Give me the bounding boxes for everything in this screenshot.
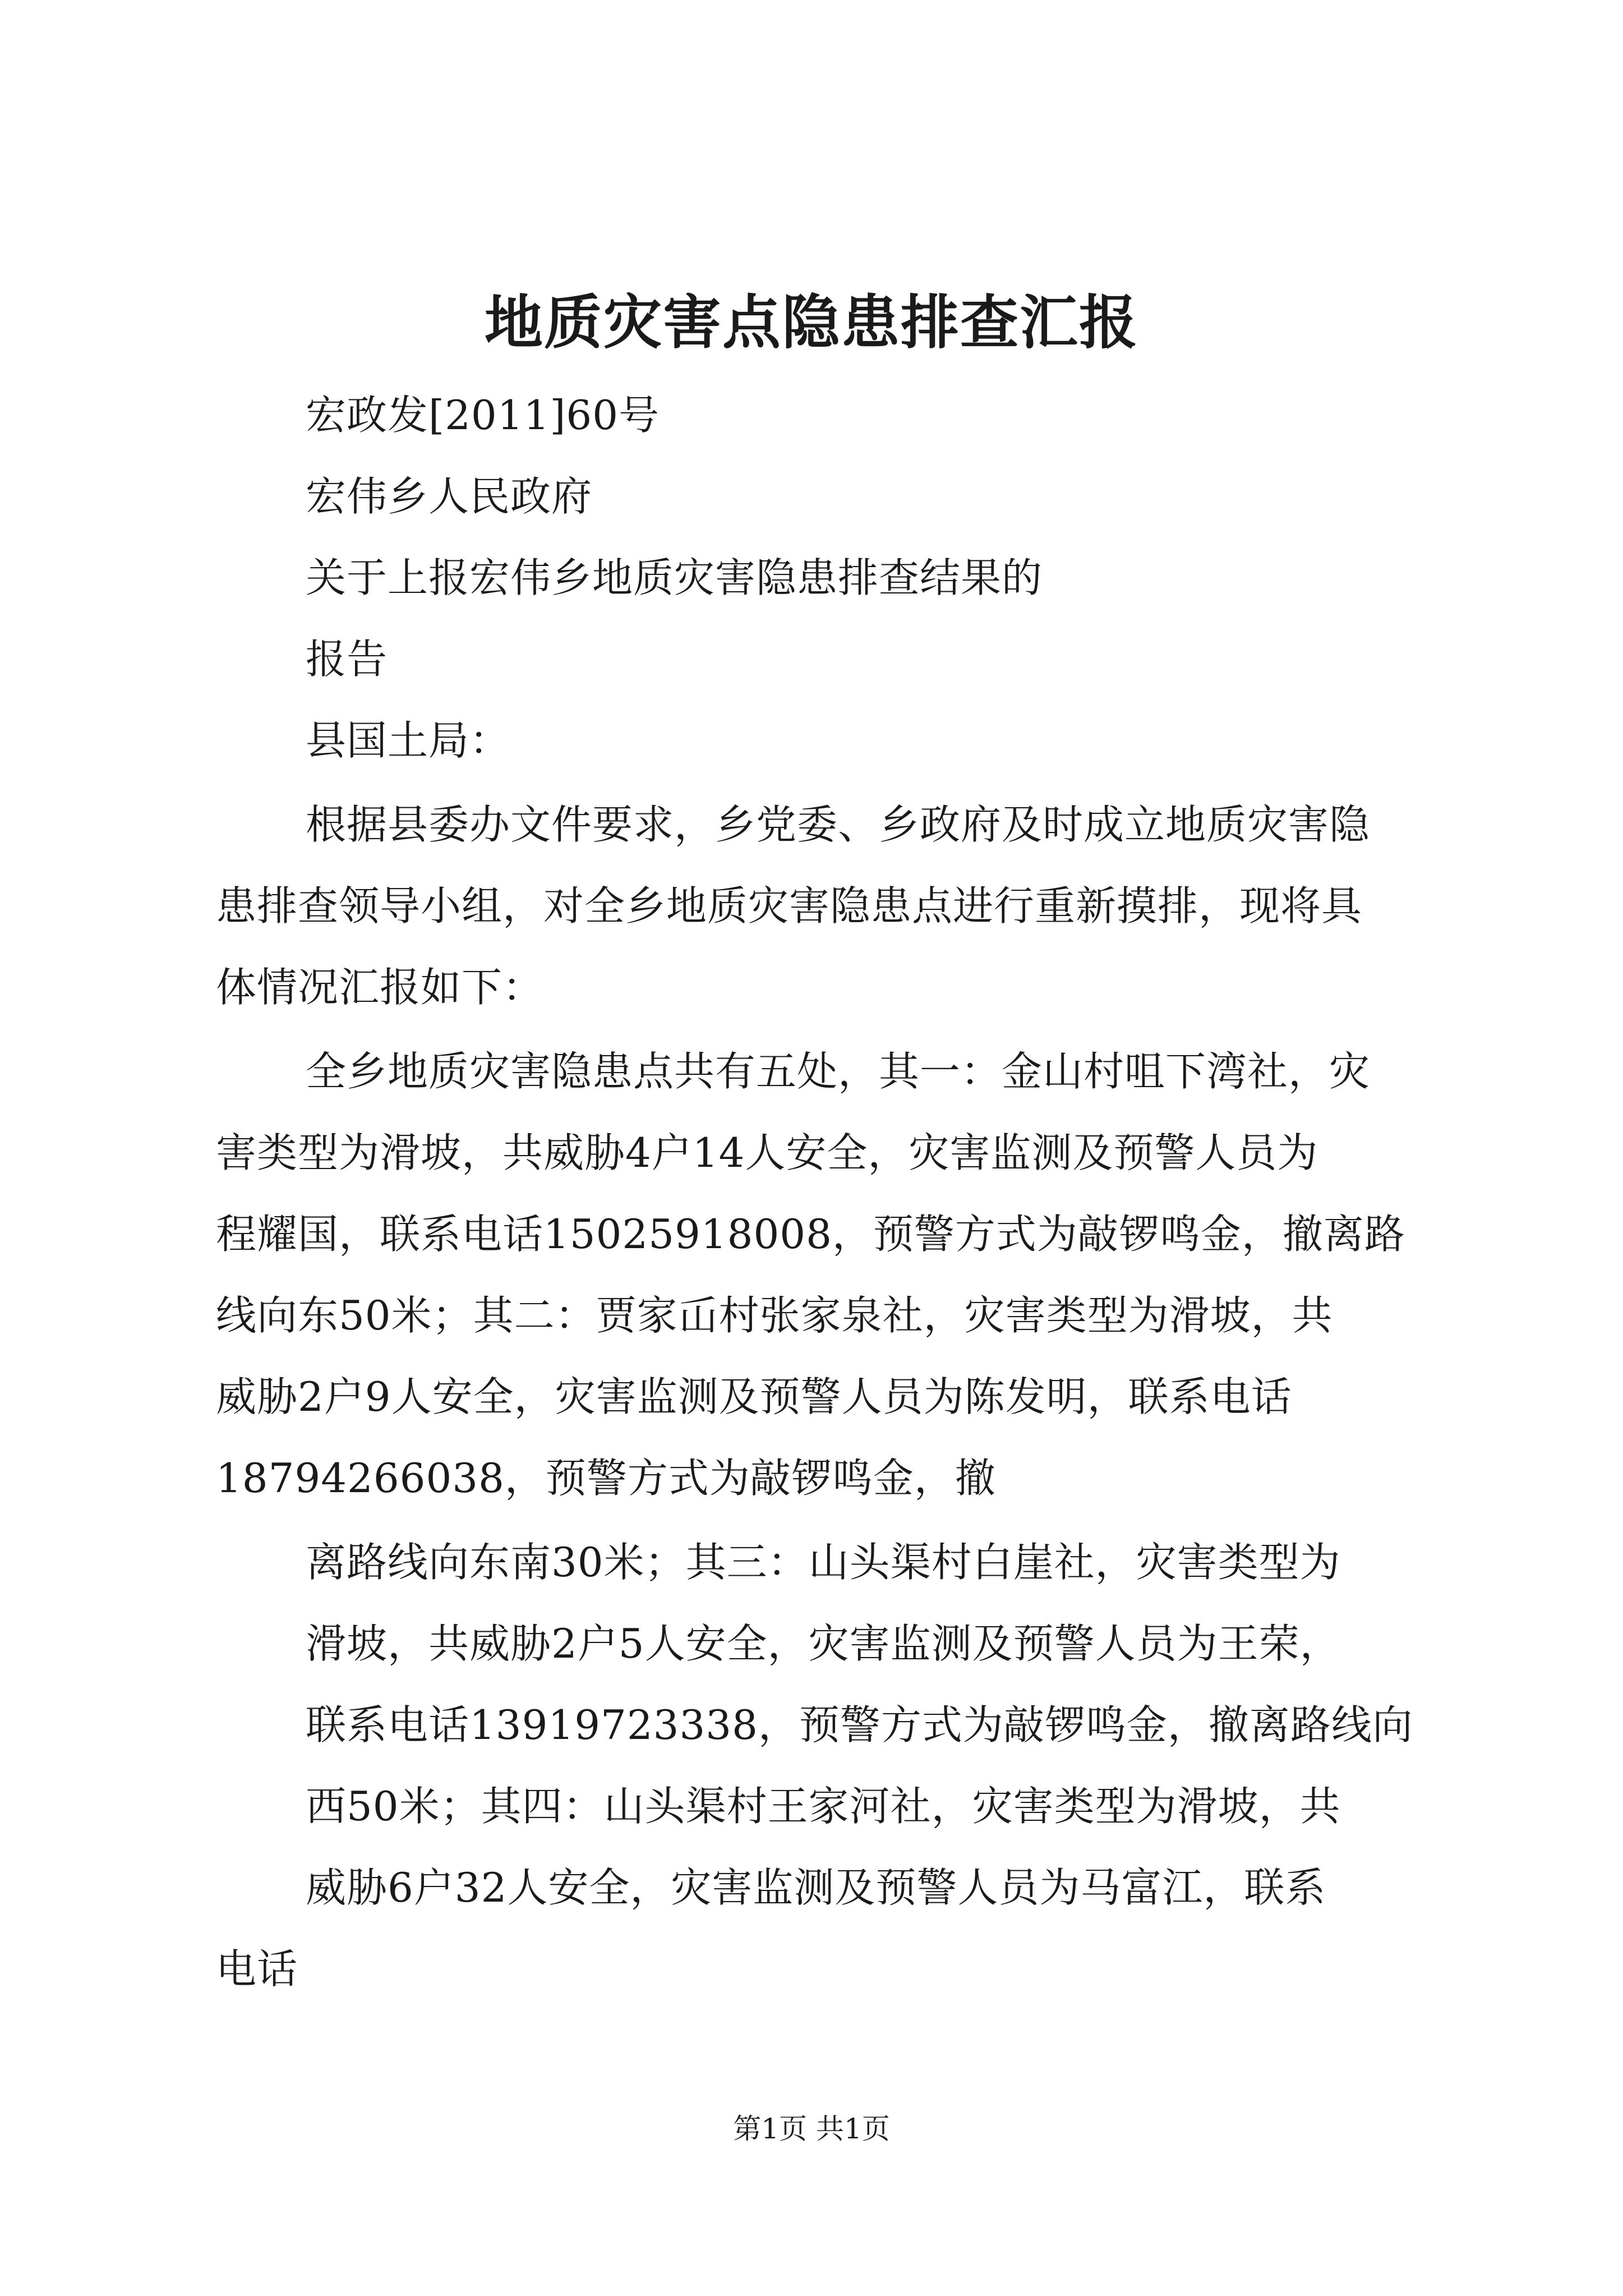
paragraph-1-line-1: 根据县委办文件要求，乡党委、乡政府及时成立地质灾害隐 xyxy=(306,801,1371,848)
paragraph-3-line-4: 西50米；其四：山头渠村王家河社，灾害类型为滑坡，共 xyxy=(306,1783,1341,1830)
paragraph-2-line-3: 程耀国，联系电话15025918008，预警方式为敲锣鸣金，撤离路 xyxy=(216,1211,1405,1258)
paragraph-2-line-4: 线向东50米；其二：贾家屲村张家泉社，灾害类型为滑坡，共 xyxy=(216,1292,1333,1339)
report-subject: 关于上报宏伟乡地质灾害隐患排查结果的 xyxy=(306,554,1043,601)
paragraph-3-line-1: 离路线向东南30米；其三：山头渠村白崖社，灾害类型为 xyxy=(306,1539,1341,1586)
document-number: 宏政发[2011]60号 xyxy=(306,392,660,439)
document-title: 地质灾害点隐患排查汇报 xyxy=(484,288,1138,357)
paragraph-2-line-5: 威胁2户9人安全，灾害监测及预警人员为陈发明，联系电话 xyxy=(216,1373,1292,1420)
report-subject-cont: 报告 xyxy=(306,636,388,683)
paragraph-1-line-2: 患排查领导小组，对全乡地质灾害隐患点进行重新摸排，现将具 xyxy=(216,882,1363,930)
paragraph-1-line-3: 体情况汇报如下： xyxy=(216,964,544,1011)
paragraph-3-line-2: 滑坡，共威胁2户5人安全，灾害监测及预警人员为王荣， xyxy=(306,1620,1341,1667)
paragraph-2-line-1: 全乡地质灾害隐患点共有五处，其一：金山村咀下湾社，灾 xyxy=(306,1048,1371,1095)
paragraph-3-line-6: 电话 xyxy=(216,1945,298,1993)
paragraph-2-line-6: 18794266038，预警方式为敲锣鸣金，撤 xyxy=(216,1455,996,1502)
recipient: 县国土局： xyxy=(306,717,511,764)
paragraph-2-line-2: 害类型为滑坡，共威胁4户14人安全，灾害监测及预警人员为 xyxy=(216,1129,1318,1176)
page-footer: 第1页 共1页 xyxy=(733,2113,890,2145)
paragraph-3-line-5: 威胁6户32人安全，灾害监测及预警人员为马富江，联系 xyxy=(306,1864,1326,1911)
paragraph-3-line-3: 联系电话13919723338，预警方式为敲锣鸣金，撤离路线向 xyxy=(306,1701,1413,1749)
issuer-name: 宏伟乡人民政府 xyxy=(306,473,593,520)
